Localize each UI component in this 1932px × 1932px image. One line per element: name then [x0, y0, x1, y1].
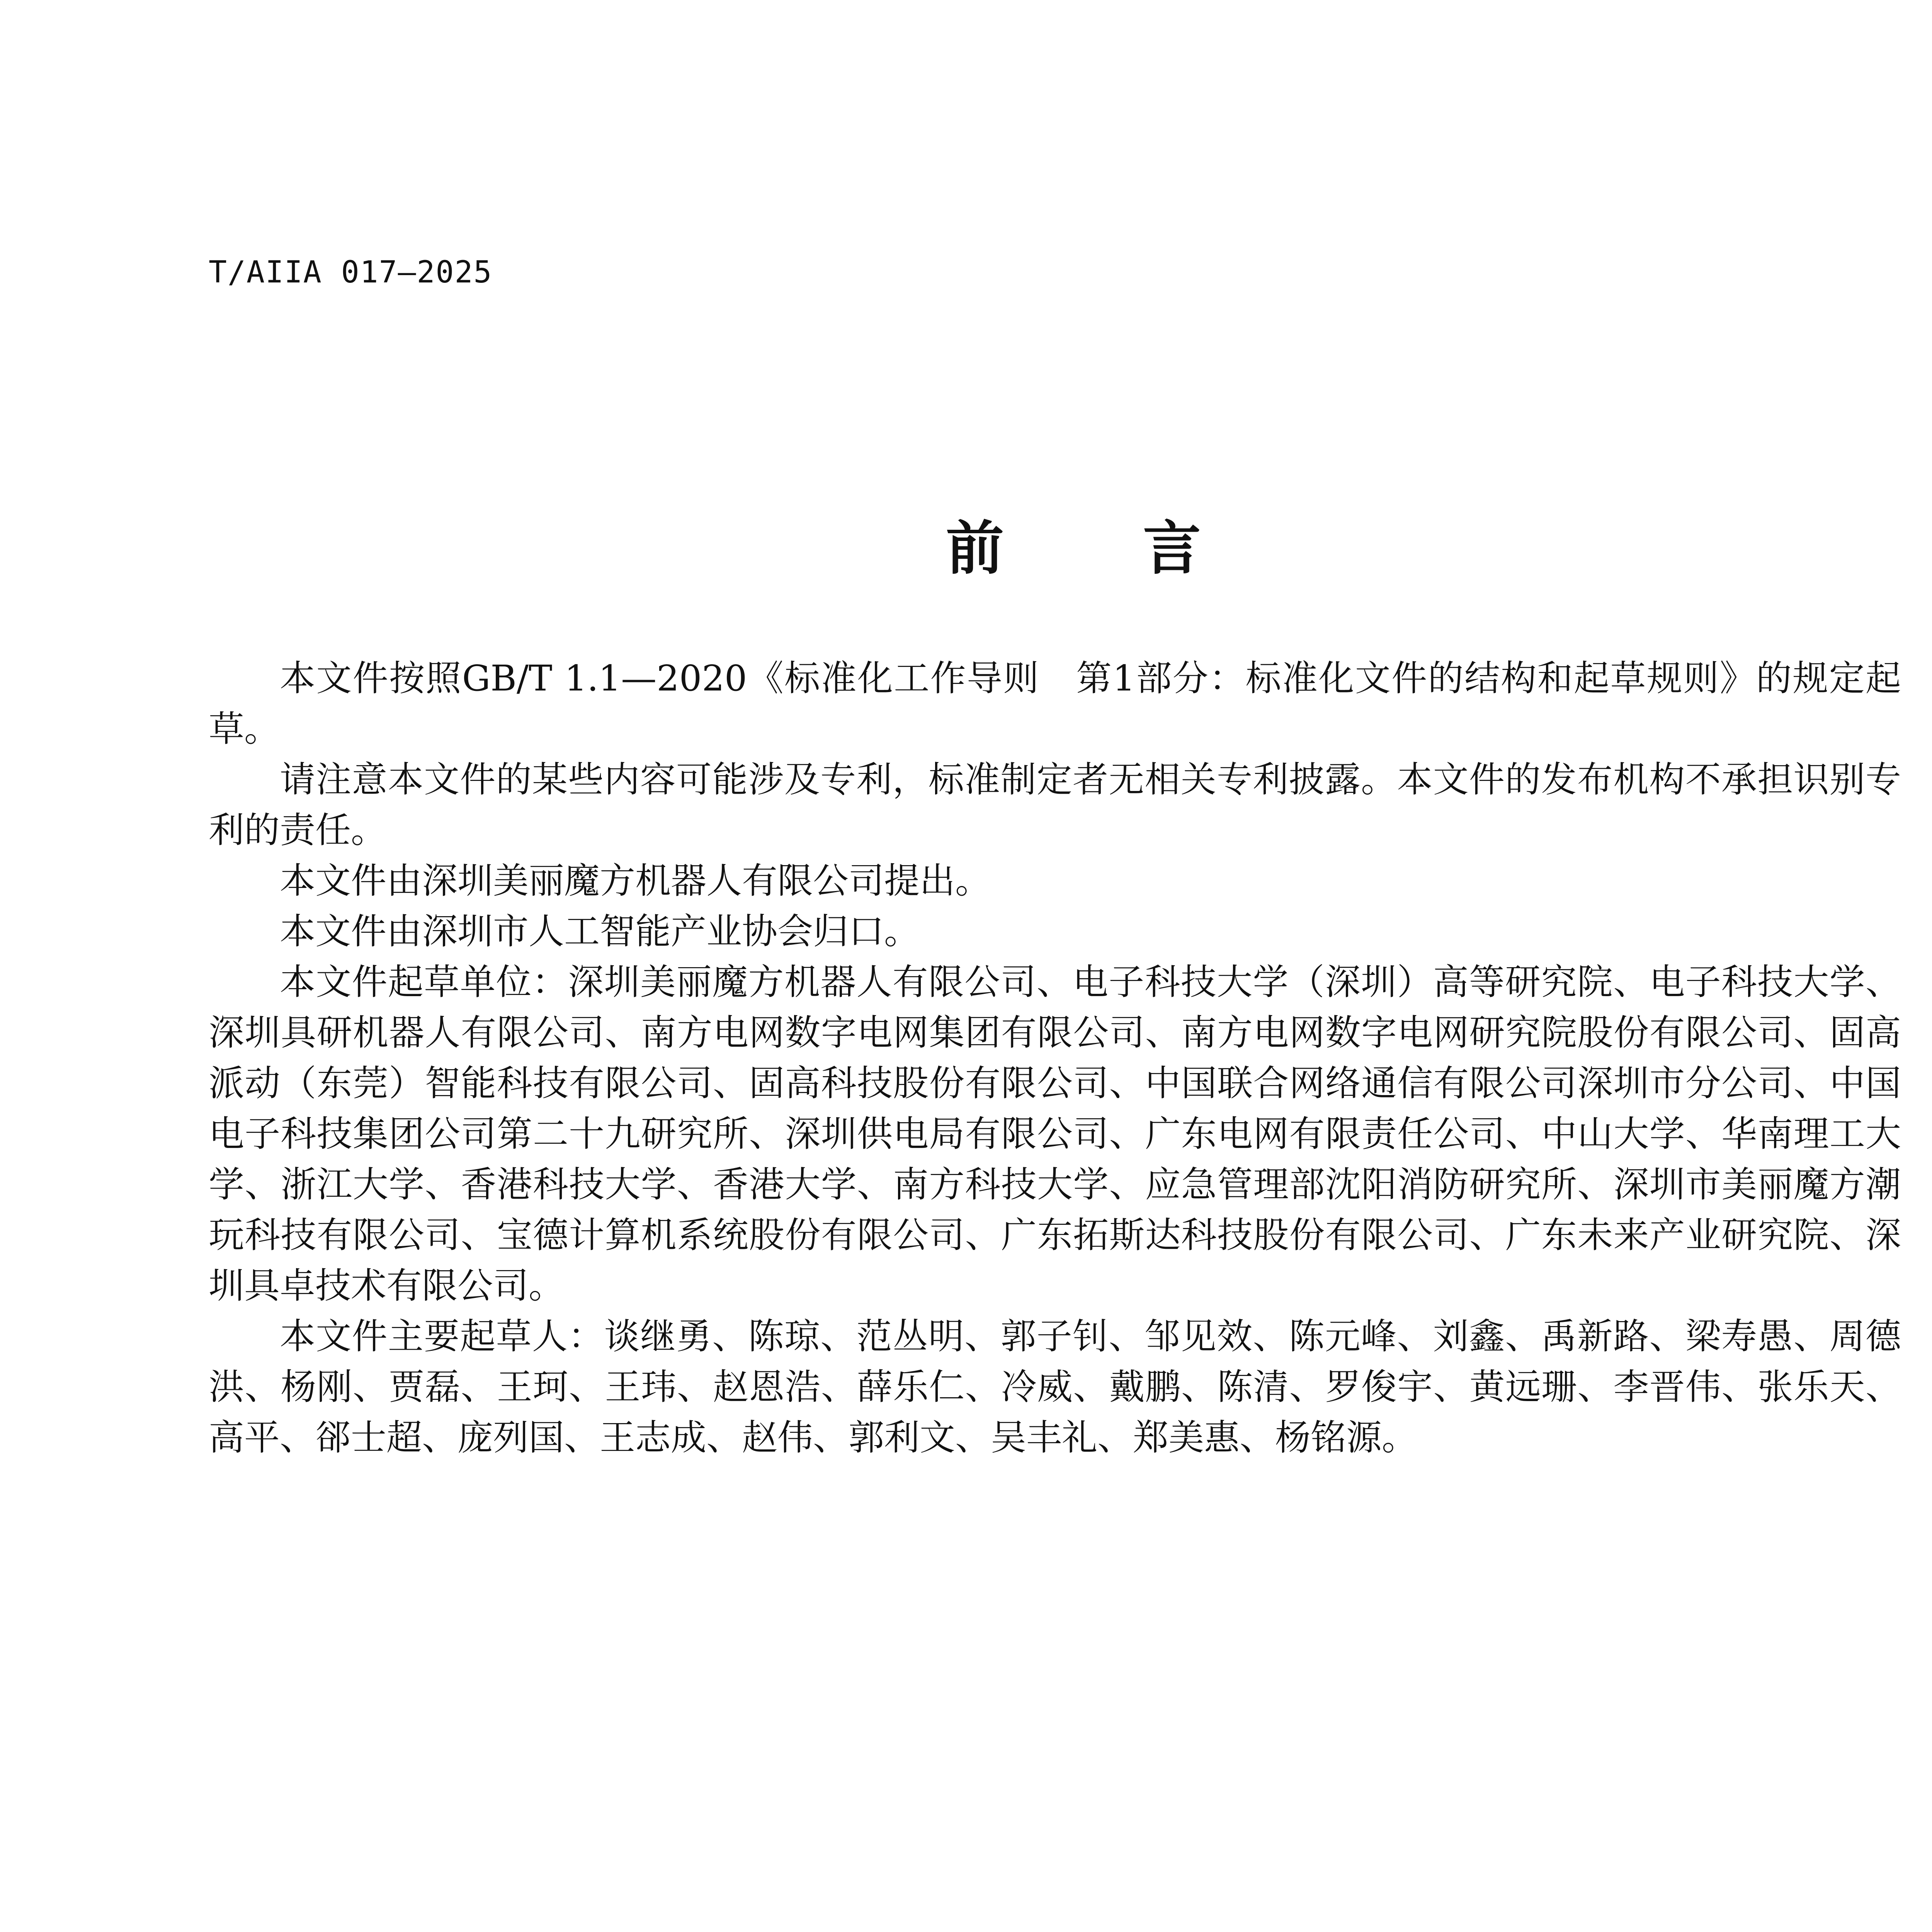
- paragraph-drafting-rules: 本文件按照GB/T 1.1—2020《标准化工作导则 第1部分：标准化文件的结构和起草规则》的规定起草。: [209, 658, 1901, 750]
- paragraph-patent-notice: 请注意本文件的某些内容可能涉及专利，标准制定者无相关专利披露。本文件的发布机构不承担识别专利的责任。: [209, 759, 1901, 851]
- paragraph-responsible-body: 本文件由深圳市人工智能产业协会归口。: [280, 911, 920, 952]
- document-code: T/AIIA 017—2025: [209, 255, 493, 290]
- foreword-body: [209, 653, 1901, 1463]
- title-char-2: 言: [1143, 515, 1201, 582]
- paragraph-drafters: 本文件主要起草人：谈继勇、陈琼、范丛明、郭子钊、邹见效、陈元峰、刘鑫、禹新路、梁寿愚、周德洪、杨刚、贾磊、王珂、王玮、赵恩浩、薛乐仁、冷威、戴鹏、陈清、罗俊宇、黄远珊、李晋伟、张乐天、高平、郤士超、庞列国、王志成、赵伟、郭利文、吴丰礼、郑美惠、杨铭源。: [209, 1316, 1901, 1458]
- title-char-1: 前: [946, 515, 1004, 582]
- paragraph-proposer: 本文件由深圳美丽魔方机器人有限公司提出。: [280, 860, 991, 901]
- page-title: [0, 510, 1932, 587]
- paragraph-drafting-units: 本文件起草单位：深圳美丽魔方机器人有限公司、电子科技大学（深圳）高等研究院、电子科技大学、深圳具研机器人有限公司、南方电网数字电网集团有限公司、南方电网数字电网研究院股份有限公司、固高派动（东莞）智能科技有限公司、固高科技股份有限公司、中国联合网络通信有限公司深圳市分公司、中国电子科技集团公司第二十九研究所、深圳供电局有限公司、广东电网有限责任公司、中山大学、华南理工大学、浙江大学、香港科技大学、香港大学、南方科技大学、应急管理部沈阳消防研究所、深圳市美丽魔方潮玩科技有限公司、宝德计算机系统股份有限公司、广东拓斯达科技股份有限公司、广东未来产业研究院、深圳具卓技术有限公司。: [209, 961, 1901, 1306]
